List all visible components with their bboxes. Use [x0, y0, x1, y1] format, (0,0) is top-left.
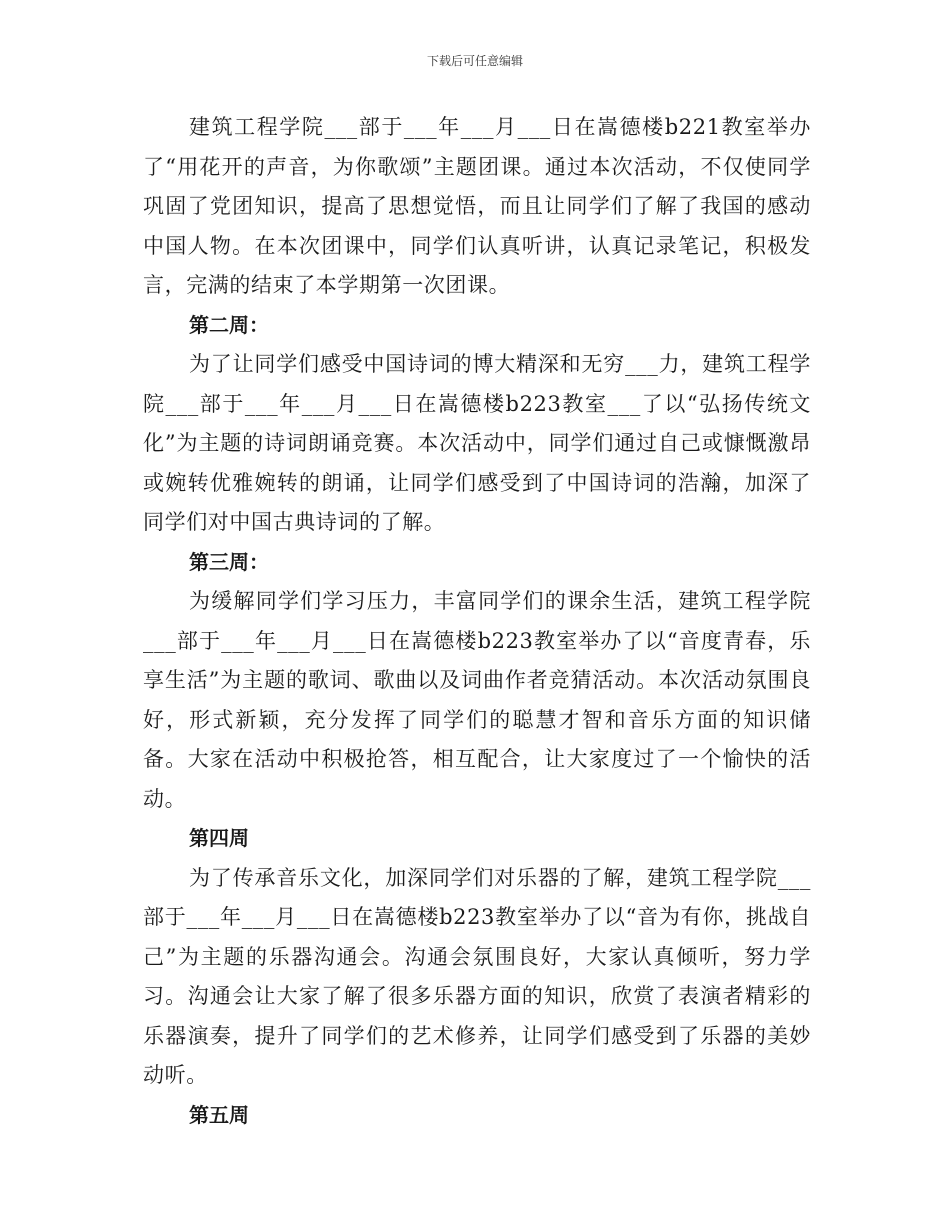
- paragraph-week-3: 为缓解同学们学习压力，丰富同学们的课余生活，建筑工程学院___部于___年___月___日在嵩德楼b223教室举办了以“音度青春，乐享生活”为主题的歌词、歌曲以及词曲作者竞猜活动。本次活动氛围良好，形式新颖，充分发挥了同学们的聪慧才智和音乐方面的知识储备。大家在活动中积极抢答，相互配合，让大家度过了一个愉快的活动。: [143, 589, 811, 811]
- paragraph-week-2: 为了让同学们感受中国诗词的博大精深和无穷___力，建筑工程学院___部于___年___月___日在嵩德楼b223教室___了以“弘扬传统文化”为主题的诗词朗诵竞赛。本次活动中，同学们通过自己或慷慨激昂或婉转优雅婉转的朗诵，让同学们感受到了中国诗词的浩瀚，加深了同学们对中国古典诗词的了解。: [143, 352, 811, 534]
- paragraph-week-1: 建筑工程学院___部于___年___月___日在嵩德楼b221教室举办了“用花开的声音，为你歌颂”主题团课。通过本次活动，不仅使同学巩固了党团知识，提高了思想觉悟，而且让同学们了解了我国的感动中国人物。在本次团课中，同学们认真听讲，认真记录笔记，积极发言，完满的结束了本学期第一次团课。: [143, 115, 811, 297]
- heading-week-5: 第五周: [189, 1102, 249, 1127]
- page-header: 下载后可任意编辑: [426, 54, 523, 68]
- paragraph-week-4: 为了传承音乐文化，加深同学们对乐器的了解，建筑工程学院___部于___年___月___日在嵩德楼b223教室举办了以“音为有你，挑战自己”为主题的乐器沟通会。沟通会氛围良好，大家认真倾听，努力学习。沟通会让大家了解了很多乐器方面的知识，欣赏了表演者精彩的乐器演奏，提升了同学们的艺术修养，让同学们感受到了乐器的美妙动听。: [143, 865, 811, 1087]
- heading-week-3: 第三周：: [189, 549, 269, 574]
- document-body: [143, 108, 811, 1135]
- heading-week-4: 第四周: [189, 826, 249, 850]
- heading-week-2: 第二周：: [189, 312, 269, 337]
